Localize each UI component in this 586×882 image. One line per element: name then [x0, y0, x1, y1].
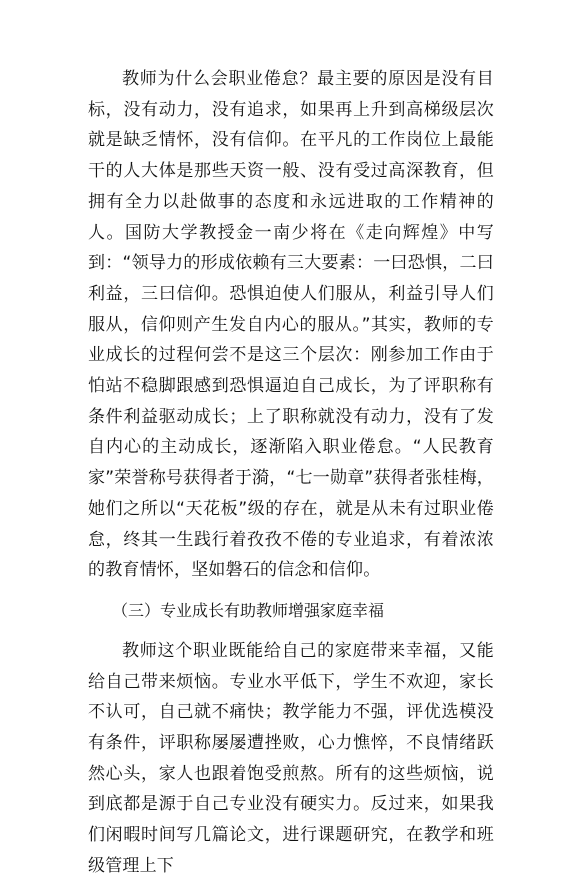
body-paragraph-1: 教师为什么会职业倦怠？最主要的原因是没有目标，没有动力，没有追求，如果再上升到高梯级层次就是缺乏情怀，没有信仰。在平凡的工作岗位上最能干的人大体是那些天资一般、没有受过高深教育，但拥有全力以赴做事的态度和永远进取的工作精神的人。国防大学教授金一南少将在《走向辉煌》中写到：“领导力的形成依赖有三大要素：一曰恐惧，二曰利益，三曰信仰。恐惧迫使人们服从，利益引导人们服从，信仰则产生发自内心的服从。”其实，教师的专业成长的过程何尝不是这三个层次：刚参加工作由于怕站不稳脚跟感到恐惧逼迫自己成长，为了评职称有条件利益驱动成长；上了职称就没有动力，没有了发自内心的主动成长，逐渐陷入职业倦怠。“人民教育家”荣誉称号获得者于漪，“七一勋章”获得者张桂梅，她们之所以“天花板”级的存在，就是从未有过职业倦怠，终其一生践行着孜孜不倦的专业追求，有着浓浓的教育情怀，坚如磐石的信念和信仰。	[88, 69, 494, 581]
body-paragraph-2: 教师这个职业既能给自己的家庭带来幸福，又能给自己带来烦恼。专业水平低下，学生不欢迎，家长不认可，自己就不痛快；教学能力不强，评优选模没有条件，评职称屡屡遭挫败，心力憔悴，不良情绪跃然心头，家人也跟着饱受煎熬。所有的这些烦恼，说到底都是源于自己专业没有硬实力。反过来，如果我们闲暇时间写几篇论文，进行课题研究，在教学和班级管理上下	[88, 640, 494, 876]
section-heading: （三）专业成长有助教师增强家庭幸福	[112, 600, 385, 620]
